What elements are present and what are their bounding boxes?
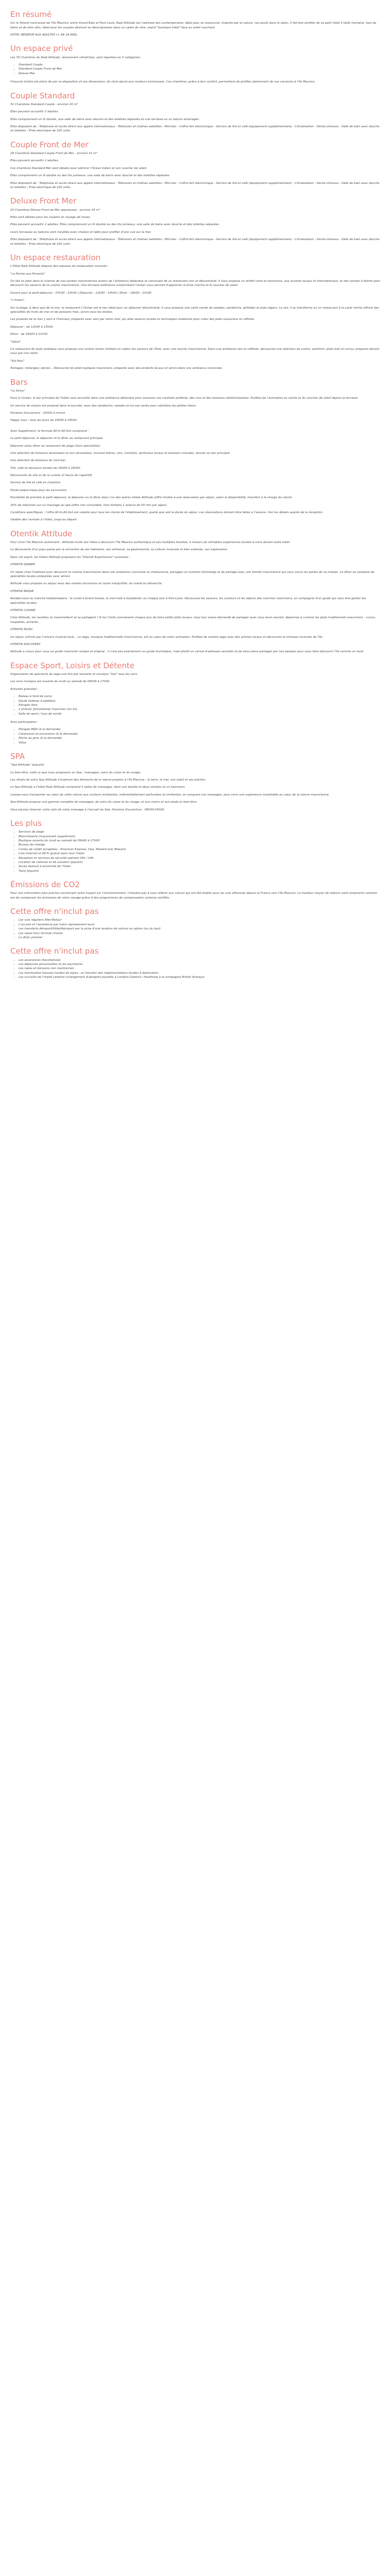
list-item: • Les repas et boissons non mentionnés bbox=[19, 967, 381, 971]
paragraph: Horaires d'ouverture : 10h00 à minuit bbox=[10, 411, 65, 415]
offer-list bbox=[10, 918, 381, 940]
list-item: • Les surcoûts de l'impôt carbone (changement d'aéroport possible à Londres Gatwick / Heathrow à la compagnie British Airways) bbox=[19, 975, 381, 979]
paragraph: Le bien-être, voilà ce que nous proposons au Spa : massages, soins du corps et du visage. bbox=[10, 771, 141, 774]
paragraph: Elles peuvent accueillir 2 adultes. bbox=[10, 159, 59, 163]
list-item: • Standard Couple Front de Mer bbox=[19, 67, 381, 71]
paragraph: Découverte du site et de la cuisine (L'heure de l'apéritif). bbox=[10, 474, 93, 478]
paragraph: Les rituels de soins Spa Attitude s'inspirent des éléments de la nature propres à l'île Maurice : la terre, la mer, son soleil et ses plantes. bbox=[10, 778, 206, 782]
list-item: • Catamaran et excursions (à la demande) bbox=[19, 732, 381, 736]
section-sport bbox=[10, 662, 381, 745]
paragraph: "Le Sirius" bbox=[10, 389, 25, 393]
paragraph: "Sakai" bbox=[10, 340, 21, 344]
section-space bbox=[10, 44, 381, 84]
paragraph: Organisation de spectacle de sega une fois par semaine et musique "live" tous les soirs. bbox=[10, 672, 138, 676]
section-spa bbox=[10, 752, 381, 812]
paragraph: Happy hour : tous les jours de 18h00 à 19h00. bbox=[10, 419, 78, 422]
section-title: Un espace privé bbox=[10, 44, 73, 54]
section-body bbox=[10, 891, 381, 900]
list-item: • Les repas hors formule choisie bbox=[19, 931, 381, 936]
paragraph: Chacune d'elles est pièce de par sa disposition et ses dimensions, de style épuré aux couleurs lumineuses. Ces chambres, grâce à leur confort, permettent de profiter pleinement de vos vacances à l'île Maurice. bbox=[10, 80, 316, 84]
list-item: • Cartes de crédit acceptées : American Express, Visa, MasterCard, Maestro bbox=[19, 848, 381, 852]
free-activities-label: Activités gratuites : bbox=[10, 687, 39, 691]
paragraph: Spa Attitude propose une gamme complète de massages, de soins du corps et du visage, et aux mains et aux pieds et bien-être. bbox=[10, 801, 198, 804]
paragraph: HÔTEL RÉSERVÉ AUX ADULTES (+ DE 18 ANS) bbox=[10, 33, 77, 37]
list-item: • Coin Internet et Wi-Fi gratuit dans tout l'hôtel bbox=[19, 852, 381, 856]
list-item: • 1 précise (prestataire) mauricien (en 2x) bbox=[19, 707, 381, 711]
section-plus bbox=[10, 819, 381, 873]
paragraph: Elles peuvent accueillir 2 adultes. Elles comprennent un lit double ou des lits jumeaux, une salle de bains avec douche et des toilettes séparées. bbox=[10, 223, 220, 227]
section-lead: Les 70 Chambres du Radi Attitude, récemment rafraîchies, sont réparties en 3 catégories : bbox=[10, 56, 142, 59]
list-item: • Les transferts Aéroport/Hôtel/Aéroport par la prise d'une location de voiture en option (ou du taxi) bbox=[19, 927, 381, 931]
section-couple-sea bbox=[10, 141, 381, 190]
section-title: Deluxe Front Mer bbox=[10, 196, 76, 206]
page bbox=[0, 0, 391, 980]
paragraph: Laissez-vous transporter au cœur de cette nature aux couleurs éclatantes, inébranlablement parfumées et vivifiantes, en essayant nos massages, pour vivre une expérience inoubliable au cœur de la nature mauricienne. bbox=[10, 793, 330, 796]
excluded-list bbox=[10, 958, 381, 980]
section-title: Couple Standard bbox=[10, 91, 75, 100]
paragraph: "Kot Nou" bbox=[10, 359, 25, 363]
paragraph: Conditions spécifiques : l'offre All-In-All-Out est valable pour tous les clients de l'établissement, quelle que soit la durée du séjour. Les réservations doivent être faites à l'avance. Voir les détails auprès de la réception. bbox=[10, 511, 323, 515]
paragraph: Thé, café et douceurs locales de 16h00 à 18h00. bbox=[10, 466, 81, 470]
paragraph: OTENTIK CUISINE bbox=[10, 608, 36, 612]
section-body bbox=[10, 540, 381, 654]
section-title: Bars bbox=[10, 377, 28, 387]
paragraph: Chez Attitude, les recettes se transmettent et se partagent ! Si les Chefs connaissent chaque jour de bons petits plats locaux, nous leur avons demandé de partager avec vous leurs secrets. Apprenez à cuisiner les plats traditionnels mauriciens : currys, rougailles, achards... bbox=[10, 616, 376, 624]
section-body bbox=[10, 80, 381, 84]
paragraph: Ce restaurant de style asiatique vous propose une cuisine fusion mettant en valeur les saveurs de l'Asie, avec une touche mauricienne. Dans une ambiance zen et raffinée, découvrez une sélection de sushis, sashimis, plats wok et currys, préparés devant vous par nos chefs. bbox=[10, 347, 380, 355]
section-body bbox=[10, 672, 381, 684]
paragraph: OTENTIK DISCOVERY bbox=[10, 642, 41, 646]
list-item: • Location de voitures et de scooters (payant) bbox=[19, 860, 381, 865]
list-item: • Boutique ouverte du lundi au samedi de 09h00 à 17h00 bbox=[19, 839, 381, 843]
paragraph: Elles sont idéales pour les couples en voyage de noces. bbox=[10, 216, 91, 219]
paragraph: Partagez, mélangez, épicez... Découvrez les plats typiques mauriciens, préparés avec des produits locaux et servis dans une ambiance conviviale. bbox=[10, 367, 223, 370]
paragraph: Sur la plage, à deux pas de la mer, le restaurant L'Océan est le lieu idéal pour un déjeuner décontracté. Il vous propose une carte variée de salades, sandwichs, grillades et plats légers. Le soir, il se transforme en un restaurant à la carte intime offrant des spécialités de fruits de mer et de poissons frais, servis sous les étoiles. bbox=[10, 306, 379, 314]
section-title: En résumé bbox=[10, 10, 52, 19]
paragraph: 20% de réduction sur un massage au spa (offre non cumulable, hors forfaits) 1 séance de 50 min par séjour. bbox=[10, 503, 168, 507]
paragraph: Un repas chez l'habitant pour découvrir la cuisine mauricienne dans une ambiance conviviale et chaleureuse, partagez un moment d'échange et de partage avec une famille mauricienne qui vous ouvre les portes de sa maison. Le dîner se compose de spécialités locales préparées avec amour. bbox=[10, 570, 374, 578]
list-item: • L'accueil et l'assistance par notre représentant local bbox=[19, 923, 381, 927]
section-body bbox=[10, 21, 381, 37]
paragraph: Leurs terrasses ou balcons sont meublés avec chaises et table pour profiter d'une vue sur la mer. bbox=[10, 230, 152, 234]
paragraph: On fait se jeter dans le charme de nos soirées mauriciennes autour de l'ambiance détendue et conviviale de ce restaurant chic et décontracté. Il vous propose un buffet varié et savoureux, aux accents locaux et internationaux, et des soirées à thème pour découvrir les saveurs de la cuisine mauricienne. Une terrasse extérieure surplombant l'océan vous permet d'apprécier la brise marine et le coucher de soleil. bbox=[10, 280, 381, 287]
paragraph: 29 Chambres Standard Couple Front de Mer - environ 21 m² bbox=[10, 152, 97, 156]
section-deluxe bbox=[10, 197, 381, 246]
paragraph: Vous pouvez réserver votre soin de votre massage à l'accueil du Spa. Horaires d'ouverture : 09h00-20h00. bbox=[10, 808, 165, 811]
list-item: • Services de plage bbox=[19, 830, 381, 834]
list-item: • Bateau à fond de verre bbox=[19, 694, 381, 699]
paragraph: Rendez-vous au marché hebdomadaire : le Lundi à Grand Gaube, le mercredi à Goodlands, ou chaque jour à Port-Louis. Découvrez les saveurs, les couleurs et les odeurs des marchés mauriciens, en compagnie d'un guide qui vous fera goûter les spécialités locales. bbox=[10, 597, 366, 605]
section-offer-includes bbox=[10, 907, 381, 940]
paragraph: Avec Supplément, la formule All-In-All-Out comprend : bbox=[10, 429, 89, 433]
paragraph: Elles comprennent un lit double, une salle de bains avec douche et des toilettes séparées et une terrasse ou un balcon aménagés. bbox=[10, 117, 200, 121]
paragraph: Elles disposent de : Téléphone et accès direct aux appels internationaux - Télévision et chaînes satellites - Mini-bar - Coffre-fort électronique - Service de thé et café (équipement supplémentaire) - Climatisation - Sèche-cheveux - Salle de bain avec douche et toilettes - Prise électrique de 220 volts. bbox=[10, 125, 380, 133]
section-title: Cette offre n'inclut pas bbox=[10, 946, 99, 956]
paragraph: Dans cet esprit, les hôtels Attitude proposent les "Otentik Expériences" suivantes : bbox=[10, 555, 131, 559]
list-item: • Plongée PADI (à la demande) bbox=[19, 727, 381, 732]
section-body bbox=[10, 763, 381, 812]
section-dining bbox=[10, 253, 381, 371]
amenities-list bbox=[10, 830, 381, 873]
paragraph: Sur le littoral nord-ouest de l'île Maurice, entre Grand Baie et Pont Louis, Radi Attitude est l'adresse zen contemporaine, idéal pour se ressourcer, inspirée par la nature. Les poufs dans le salon, il fait bon profiter de sa petit hôtel à taille humaine, tout de blanc et de bois vêtu, idéal pour les couples désirant se décompresser dans un cadre de rêve, esprit "boutique hôtel" face au soleil couchant. bbox=[10, 22, 377, 29]
paragraph: Panier-pique-nique pour les excursions. bbox=[10, 488, 68, 492]
paragraph: Pour une information plus précise concernant notre impact sur l'environnement, n'hésitez pas à vous référer aux calculs qui ont été établis pour les vols effectués depuis la France vers l'île Maurice. Le meilleur moyen de réduire votre empreinte carbone est de compenser les émissions de votre voyage grâce à des programmes de compensation carbone certifiés. bbox=[10, 892, 377, 900]
paragraph: 10 Chambres Deluxe Front de Mer spacieuses - environ 25 m² bbox=[10, 208, 100, 212]
section-title: Otentik Attitude bbox=[10, 529, 72, 538]
section-title: Les plus bbox=[10, 819, 42, 828]
paragraph: OTENTIK DINNER bbox=[10, 563, 35, 567]
list-item: • Les vols réguliers Aller-Retour bbox=[19, 918, 381, 922]
list-item: • Standard Couple bbox=[19, 63, 381, 67]
section-otentik bbox=[10, 530, 381, 654]
section-couple-standard bbox=[10, 92, 381, 133]
list-item: • Les assurances (facultatives) bbox=[19, 958, 381, 962]
list-item: • Plongée libre bbox=[19, 703, 381, 707]
list-item: • Deluxe Mer bbox=[19, 72, 381, 76]
paragraph: Service de thé et café en chambre. bbox=[10, 481, 61, 485]
paragraph: Pour vivre l'île Maurice autrement : Attitude invite ses hôtes à découvrir l'île Maurice authentique et ses multiples facettes, à travers de véritables expériences locales à vivre durant votre hôtel. bbox=[10, 541, 290, 545]
section-title: SPA bbox=[10, 752, 25, 761]
section-all-inclusive bbox=[10, 426, 381, 522]
paragraph: "L'Océan" bbox=[10, 299, 25, 302]
free-activities-list bbox=[10, 694, 381, 716]
list-item: • Réception et services de sécurité opérant 24h / 24h bbox=[19, 856, 381, 860]
section-bars bbox=[10, 378, 381, 423]
list-item: • Le dîner premier bbox=[19, 936, 381, 940]
room-category-list bbox=[10, 63, 381, 76]
paragraph: Déjeuner et/ou dîner au restaurant de plage (hors spécialités). bbox=[10, 444, 101, 448]
list-item: • Les éventuelles hausses locales de taxes : en fonction des réglementations locales à destination bbox=[19, 971, 381, 975]
paid-activities-list bbox=[10, 727, 381, 745]
paragraph: Attitude a conçu pour vous un guide mauricien unique et original : il n'est pas exactement un guide touristique, mais plutôt un carnet d'adresses secrètes et de bons plans partagés par nos équipes pour vous faire découvrir l'île comme un local. bbox=[10, 650, 365, 654]
paragraph: Attitude vous propose un séjour avec des soirées exclusives en toute tranquillité, du mardi au dimanche. bbox=[10, 582, 163, 586]
list-item: • Blanchisserie (moyennant supplément) bbox=[19, 835, 381, 839]
section-body bbox=[10, 429, 381, 522]
paragraph: Une sélection de boissons alcoolisées et non alcoolisées, incluant bières, vins, cocktails, spiritueux locaux et boissons chaudes, servies au bar principal. bbox=[10, 451, 231, 455]
section-co2 bbox=[10, 880, 381, 900]
section-title: Couple Front de Mer bbox=[10, 140, 89, 149]
paragraph: Un séjour rythmé par l'univers musical local... Le séga, musique traditionnelle mauricienne, est au cœur de notre animation. Profitez de soirées séga avec des artistes locaux et découvrez la richesse musicale de l'île. bbox=[10, 635, 323, 639]
paragraph: Elles disposent de : Téléphone et accès direct aux appels internationaux - Télévision et chaînes satellites - Mini-bar - Coffre-fort électronique - Service de thé et café (équipement supplémentaire) - Climatisation - Sèche-cheveux - Salle de bain avec douche et toilettes - Prise électrique de 220 volts. bbox=[10, 238, 380, 246]
paid-activities-label: Avec participation : bbox=[10, 721, 39, 724]
section-offer-excludes bbox=[10, 947, 381, 979]
list-item: • Taxis (payant) bbox=[19, 869, 381, 873]
section-title: Un espace restauration bbox=[10, 253, 101, 263]
list-item: • Vélos bbox=[19, 741, 381, 745]
list-item: • Pêche au gros (à la demande) bbox=[19, 736, 381, 740]
section-body bbox=[10, 264, 381, 370]
paragraph: Possibilité de prendre le petit déjeuner, le déjeuner ou le dîner dans l'un des autres hôtels Attitude (offre limitée à une réservation par séjour, selon la disponibilité, transfert à la charge du client). bbox=[10, 496, 293, 500]
paragraph: OTENTIK MUSIC bbox=[10, 628, 34, 632]
paragraph: Les sons musique est ouverte du lundi au samedi de 09h00 à 17h00. bbox=[10, 680, 110, 684]
paragraph: L'Hôtel Radi Attitude dispose des espaces de restauration suivants : bbox=[10, 265, 109, 268]
section-body bbox=[10, 103, 381, 133]
list-item: • Les dépenses personnelles et les pourboires bbox=[19, 962, 381, 967]
paragraph: Ces chambres Standard Mer sont idéales pour admirer l'Océan Indien et son coucher de soleil. bbox=[10, 166, 148, 170]
paragraph: Elles comprennent un lit double ou des lits jumeaux, une salle de bains avec douche et des toilettes séparées. bbox=[10, 174, 171, 178]
section-title: Cette offre n'inclut pas bbox=[10, 907, 99, 917]
list-item: • Salle de sport / tous de sociét bbox=[19, 712, 381, 716]
list-item: • Bureau de change bbox=[19, 843, 381, 847]
paragraph: "La Pointe aux Piments" bbox=[10, 272, 45, 276]
paragraph: Face à l'océan, le bar principal de l'hôtel vous accueille dans une ambiance détendue pour savourer vos cocktails préférés, des vins et des boissons rafraîchissantes. Profitez de l'animation en soirée et du coucher de soleil depuis la terrasse. bbox=[10, 397, 359, 400]
paragraph: Un service de snacks est proposé dans la journée, avec des sandwichs, salades et en-cas variés pour satisfaire les petites faims. bbox=[10, 404, 197, 408]
paragraph: Le petit déjeuner, le déjeuner et le dîner au restaurant principal. bbox=[10, 437, 104, 440]
section-body bbox=[10, 208, 381, 246]
paragraph: Valable dès l'arrivée à l'hôtel, jusqu'au départ. bbox=[10, 518, 78, 522]
paragraph: Elles peuvent accueillir 2 adultes. bbox=[10, 110, 59, 114]
section-intro bbox=[10, 10, 381, 37]
list-item: • Accès fauteuil à proximité de l'hôtel bbox=[19, 865, 381, 869]
section-body bbox=[10, 389, 381, 423]
list-item: • Kayak (bateau à pédales) bbox=[19, 699, 381, 703]
paragraph: Dîner : de 19h00 à 21h30 bbox=[10, 333, 47, 336]
paragraph: Une sélection de boissons du mini-bar. bbox=[10, 459, 67, 463]
paragraph: La découverte d'un pays passe par la rencontre de ses habitants, son artisanat, sa gastronomie, sa culture musicale et bien entendu, son exploration. bbox=[10, 548, 229, 552]
paragraph: Les produits de la mer y sont à l'honneur, préparés avec soin par notre chef, qui allie saveurs locales et techniques modernes pour créer des plats savoureux et raffinés. bbox=[10, 318, 255, 321]
paragraph: 31 Chambres Standard Couple - environ 20 m² bbox=[10, 103, 78, 106]
section-title: Émissions de CO2 bbox=[10, 880, 80, 890]
paragraph: "Spa Attitude" (payant) bbox=[10, 764, 44, 767]
section-body bbox=[10, 151, 381, 190]
paragraph: Déjeuner : de 12h00 à 15h00 bbox=[10, 325, 53, 329]
paragraph: Ouvert pour le petit-déjeuner : 07h30 - 10h30 | Déjeuner : 12h00 - 14h30 | Dîner : 19h00 - 21h30 bbox=[10, 291, 152, 295]
paragraph: Le Spa Attitude a l'hôtel Radi Attitude comprend 3 salles de massages, dont une double et deux simples et un hammam. bbox=[10, 786, 186, 789]
paragraph: Elles disposent de : Téléphone et accès direct aux appels internationaux - Télévision et chaînes satellites - Mini-bar - Coffre-fort électronique - Service de thé et café (équipement supplémentaire) - Climatisation - Sèche-cheveux - Salle de bain avec douche et toilettes - Prise électrique de 220 volts. bbox=[10, 181, 380, 190]
section-title: Espace Sport, Loisirs et Détente bbox=[10, 660, 135, 670]
paragraph: OTENTIK BAZAR bbox=[10, 589, 34, 593]
